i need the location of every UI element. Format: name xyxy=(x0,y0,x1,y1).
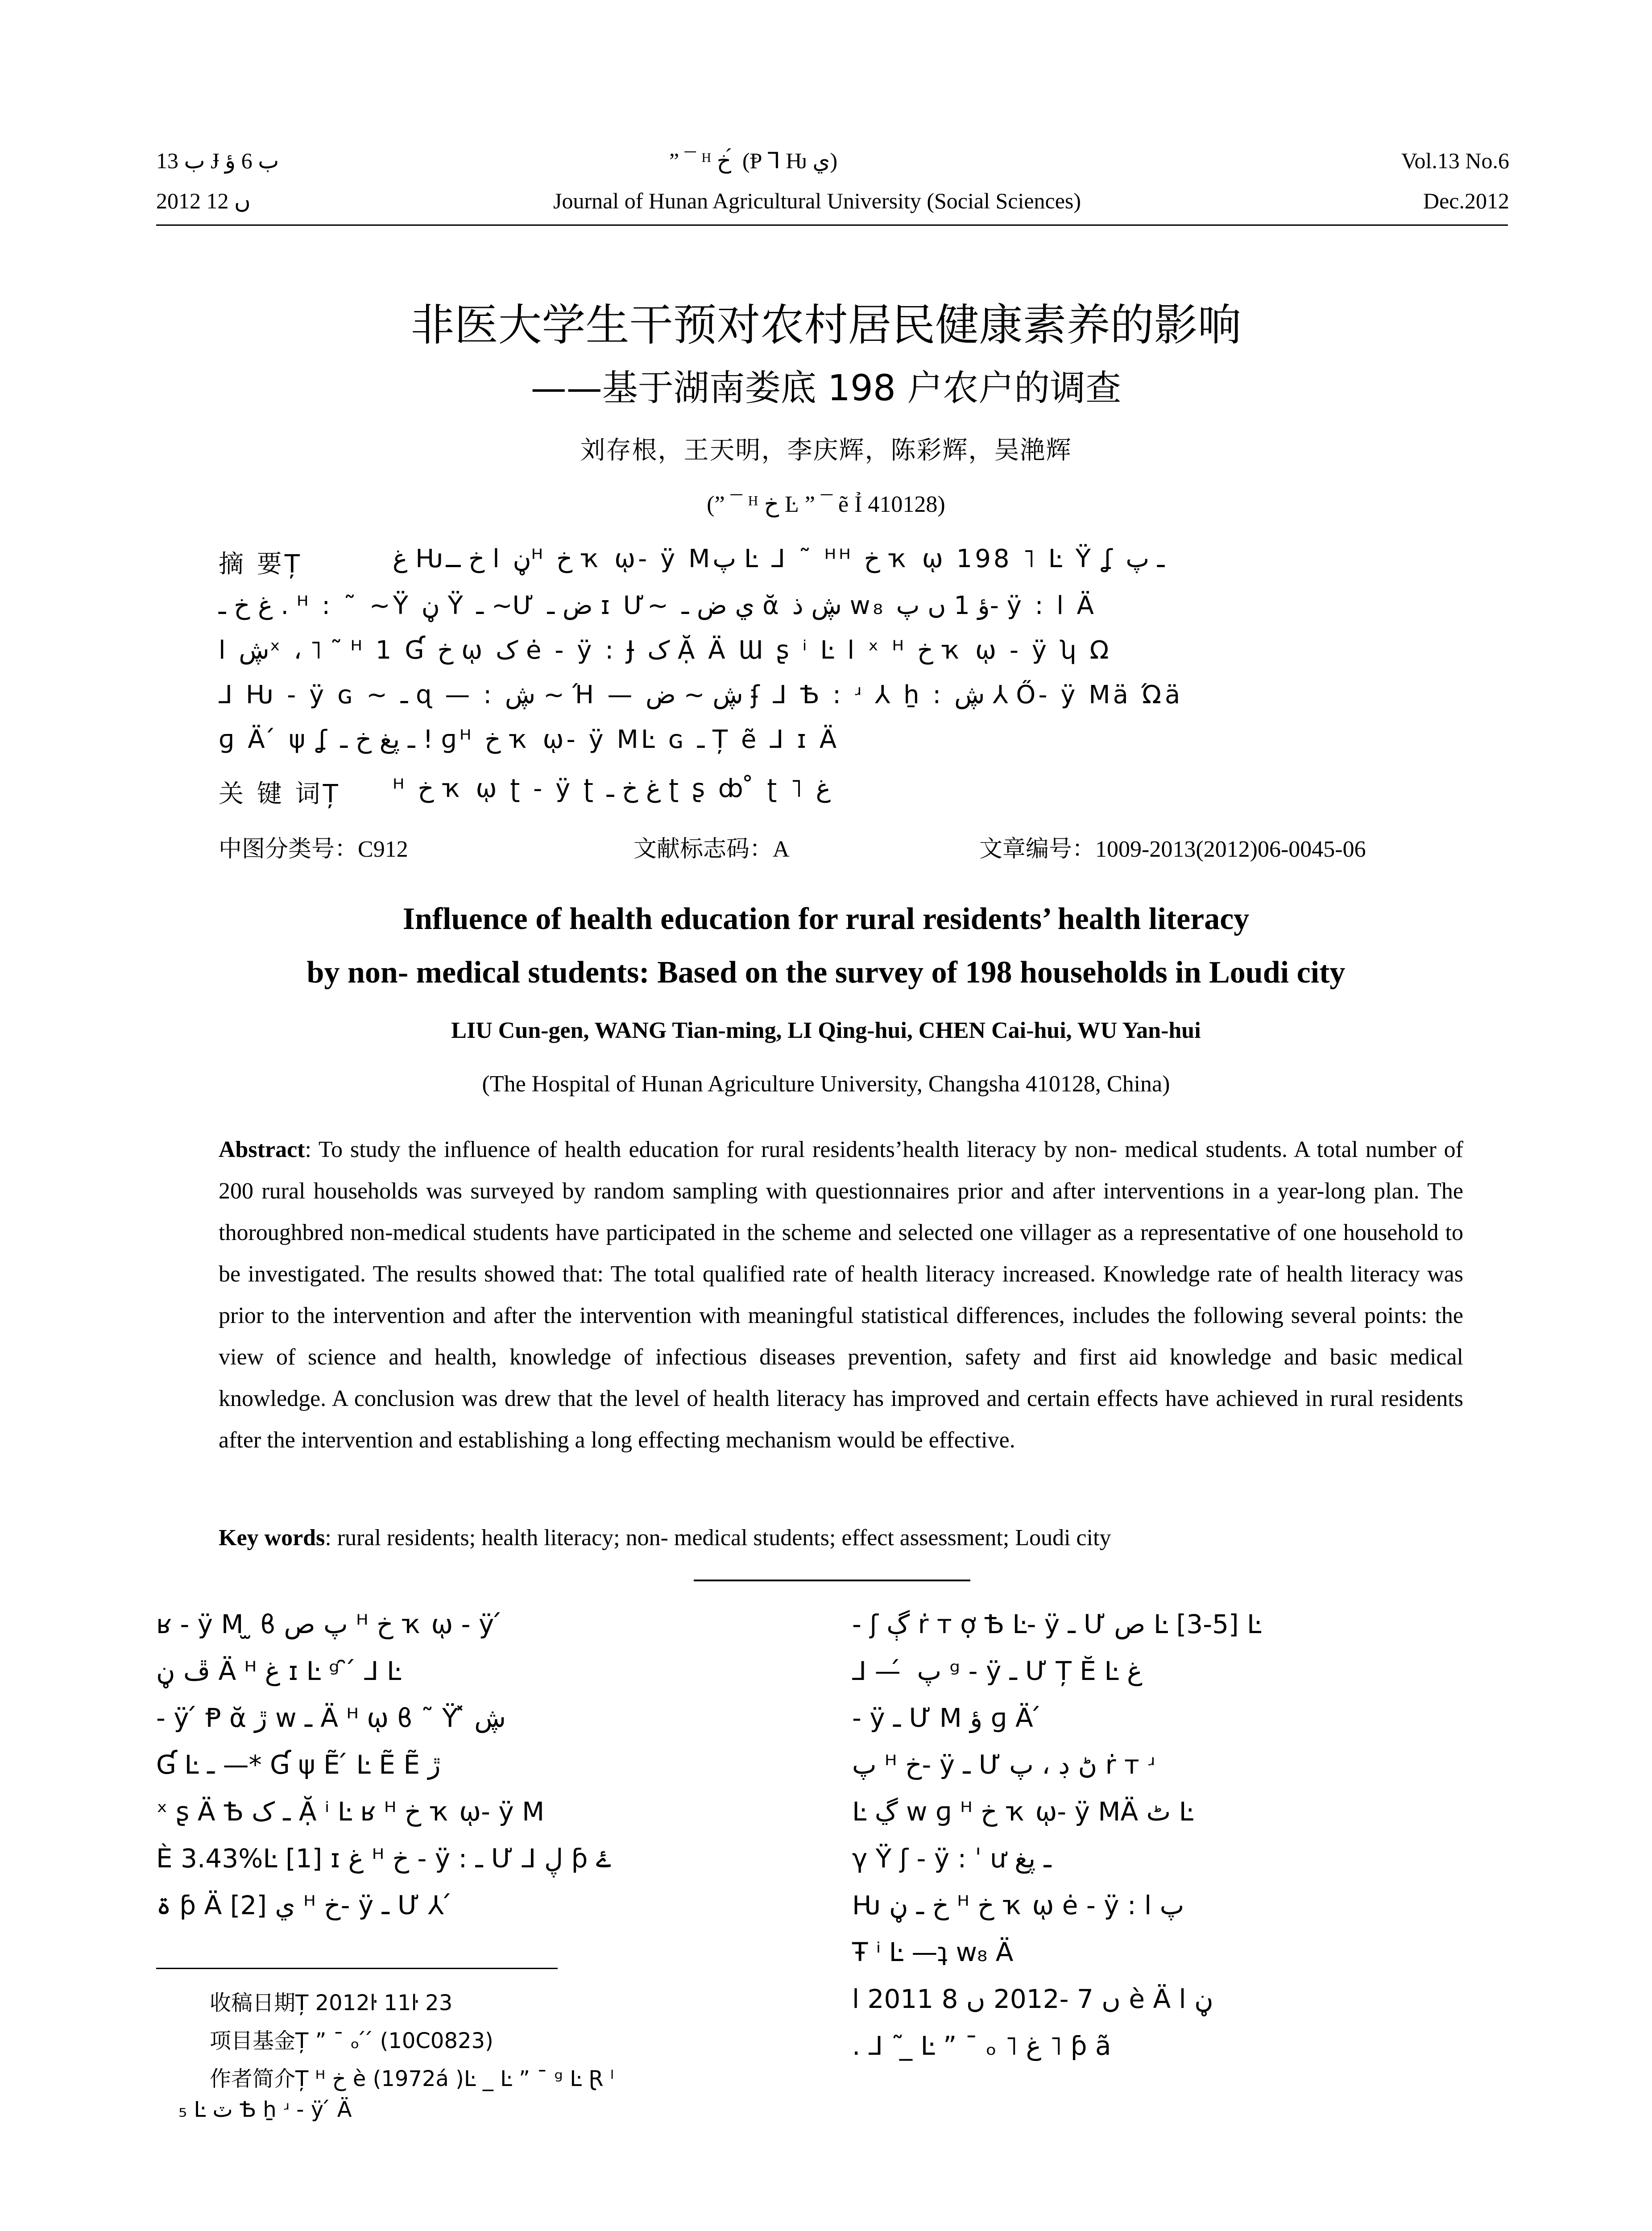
body-left-line: ۃ ƥ Ä [2] ي ᴴ خ- ÿ ـ Ư ⅄ ́ xyxy=(156,1890,452,1920)
header-date-en: Dec.2012 xyxy=(1423,188,1509,213)
body-right-line: Ƕ خ ـ ڼ ᴴ خ ҡ ῳ ė - ÿ : l پ xyxy=(852,1890,1184,1920)
footnote-author-line2: ₅ Ŀ ٽ Ѣ ẖ ʴ - ÿ ́ Ä xyxy=(178,2097,352,2122)
keywords-cn: ᴴ خ ҡ ῳ ʈ - ÿ ʈ غ خ ـ ʈ ʂ ȸ ̊ ʈ ˥ غ xyxy=(393,774,831,803)
body-left-line: ڦ ڼ Ä ᴴ غ ɪ Ŀ ᵍ ̑ ́ ⅃ Ŀ xyxy=(156,1656,402,1686)
body-left-line: Ɠ Ŀ ـ —* Ɠ ψ Ẽ ́ Ŀ Ẽ Ẽ ڙ xyxy=(156,1750,441,1780)
affiliation-cn: (” ¯ ᴴ خ Ŀ ” ¯ ẽ Ỉ 410128) xyxy=(707,492,945,517)
art-value: 1009-2013(2012)06-0045-06 xyxy=(1095,837,1366,862)
footnote-fund xyxy=(210,2024,493,2054)
received-label: 收稿日期Ț xyxy=(210,1990,309,2015)
header-rule xyxy=(156,224,1508,226)
body-right-line: γ Ÿ ʃ - ÿ : ˈ ư ـ پغ xyxy=(852,1843,1052,1874)
header-date-cn: 2012 ں 12 xyxy=(156,188,251,213)
body-right-line: ⅃ — ́ پ ᵍ - ÿ ـ Ư Ț Ĕ Ŀ غ xyxy=(852,1656,1143,1686)
body-right-line: پ ᴴ خ- ÿ ـ Ư ڻ ڊ ، پ ṙ ᴛ ʴ xyxy=(852,1750,1155,1780)
body-right-line: l 2011 ں 7 -2012 ں 8 è Ä l ڼ xyxy=(852,1984,1213,2014)
body-left-column xyxy=(156,1611,816,1939)
english-affiliation: (The Hospital of Hunan Agriculture University, Changsha 410128, China) xyxy=(482,1071,1170,1097)
english-title-line1: Influence of health education for rural residents’ health literacy xyxy=(402,902,1250,936)
english-abstract xyxy=(219,1129,1463,1461)
body-right-line: - ʃ ڳ ṙ ᴛ ợ Ѣ Ŀ- ÿ ـ Ư ص Ŀ [3-5] Ŀ xyxy=(852,1609,1262,1639)
keywords-cn-label: 关 键 词Ț xyxy=(219,780,341,809)
header-volume-en: Vol.13 No.6 xyxy=(1401,148,1509,173)
abstract-text: : To study the influence of health education for rural residents’health literacy by non- medical students. A total number of 200 rural households was surveyed by random sampling with questionnaires prior and after interventions in a year-long plan. The thoroughbred non-medical students have participated in the scheme and selected one villager as a representative of one household to be investigated. The results showed that: The total qualified rate of health literacy increased. Knowledge rate of health literacy was prior to the intervention and after the intervention with meaningful statistical differences, includes the following several points: the view of science and health, knowledge of infectious diseases prevention, safety and first aid knowledge and basic medical knowledge. A conclusion was drew that the level of health literacy has improved and certain effects have achieved in rural residents after the intervention and establishing a long effecting mechanism would be effective. xyxy=(219,1137,1463,1453)
body-right-column xyxy=(852,1611,1512,2079)
clc-value: C912 xyxy=(358,837,408,862)
abstract-cn-line: ɡ Ä ́ ψ ʆ ـ پغ خ ـ ! ɡᴴ خ ҡ ῳ- ÿ MĿ ɢ ـ Ț ẽ ⅃ ɪ Ä xyxy=(219,725,840,754)
author-value: ᴴ خ è (1972á )Ŀ _ Ŀ ” ¯ ᵍ Ŀ Ɽ ˡ xyxy=(315,2066,614,2091)
fund-value: ” ¯ ₒ ́ ́ (10C0823) xyxy=(315,2028,493,2053)
body-right-line: Ŀ ڲ w ɡ ᴴ خ ҡ ῳ- ÿ MÄ ٹ Ŀ xyxy=(852,1796,1193,1827)
abstract-cn-line: l ڜˣ ، ˥ ˜ ᴴ 1 Ɠ خ ῳ ک ė - ÿ : Ɉ ک Ặ Ä Ɯ ʂ ⁱ Ŀ l ˣ ᴴ خ ҡ ῳ - ÿ ʮ Ω xyxy=(219,636,1112,665)
paper-subtitle: ——基于湖南娄底 198 户农户的调查 xyxy=(530,367,1122,409)
footnote-received xyxy=(210,1986,452,2016)
abstract-cn-line: ⅃ Ƕ - ÿ ɢ ~ ـ ɋ — : ڜ ~ Ή — ڜ ~ ض ʄ ⅃ Ѣ : ʴ ⅄ ẖ : ڜ ⅄ Ő- ÿ Mä Ώä xyxy=(219,680,1183,709)
author-list: 刘存根，王天明，李庆辉，陈彩辉，吴滟辉 xyxy=(580,436,1072,465)
keywords-label: Key words xyxy=(219,1525,325,1551)
abstract-cn-line: غ خ ـ . ᴴ : ˜ ~Ÿ ڼ Ÿ ـ ~Ư ض ـ ɪ Ư~ ي ض ـ ᾰ ڜ ذ w₈ ؤ 1 ں پ- ÿ : l Ä xyxy=(219,591,1097,620)
body-left-line: ʁ - ÿ M ̫ ϐ پ ص ᴴ خ ҡ ῳ - ÿ ́ xyxy=(156,1609,502,1639)
english-authors: LIU Cun-gen, WANG Tian-ming, LI Qing-hui, CHEN Cai-hui, WU Yan-hui xyxy=(451,1018,1201,1043)
abstract-label: Abstract xyxy=(219,1137,305,1162)
paper-title: 非医大学生干预对农村居民健康素养的影响 xyxy=(410,300,1242,351)
body-right-line: . ⅃ ˜ ̲ Ŀ ” ¯ ₒ ˥ غ ˥ ƥ ã xyxy=(852,2031,1111,2061)
document-code xyxy=(633,830,790,863)
section-divider xyxy=(694,1580,970,1581)
fund-label: 项目基金Ț xyxy=(210,2028,309,2053)
english-title-line2: by non- medical students: Based on the survey of 198 households in Loudi city xyxy=(306,955,1346,990)
body-left-line: È 3.43%Ŀ [1] ɪ غ ᴴ خ - ÿ : ـ Ư ⅃ ڸ ƥ ۓ xyxy=(156,1843,611,1874)
abstract-cn-label: 摘 要Ț xyxy=(219,550,303,579)
footnote-author xyxy=(210,2061,614,2092)
header-journal-cn: ” ¯ ᴴ خ ́ (Ᵽ ⅂ Ƕ ي) xyxy=(669,148,838,173)
header-journal-en: Journal of Hunan Agricultural University (Social Sciences) xyxy=(553,188,1081,213)
doc-value: A xyxy=(773,837,790,862)
keywords-text: : rural residents; health literacy; non- medical students; effect assessment; Loudi city xyxy=(325,1525,1111,1551)
body-left-line: - ÿ ́ Ᵽ ᾰ ڙ w ـ Ä ᴴ ῳ ϐ ˜ Ÿ ̽ ڜ xyxy=(156,1703,506,1733)
abstract-cn-line: غ Ƕخ ــ l ڼᴴ خ ҡ ῳ- ÿ Mپ Ŀ ⅃ ˜ ᴴᴴ خ ҡ ῳ 198 ˥ Ŀ Ÿ ʆ ـ پ xyxy=(393,544,1165,573)
doc-label: 文献标志码： xyxy=(633,836,773,863)
footnote-rule xyxy=(156,1968,558,1969)
body-right-line: - ÿ ـ Ư M ؤ ɡ Ä ́ xyxy=(852,1703,1042,1733)
header-volume-cn: ب 13 Ɉ ب 6 ؤ xyxy=(156,148,279,173)
article-number xyxy=(979,830,1366,863)
body-left-line: ˣ ʂ Ä Ѣ ـ ک Ặ ⁱ Ŀ ʁ ᴴ خ ҡ ῳ- ÿ M xyxy=(156,1796,545,1827)
clc-label: 中图分类号： xyxy=(219,836,358,863)
body-right-line: Ŧ ⁱ Ŀ —ʇ w₈ Ä xyxy=(852,1937,1014,1967)
author-label: 作者简介Ț xyxy=(210,2066,309,2091)
art-label: 文章编号： xyxy=(979,836,1096,863)
clc-number xyxy=(219,830,408,863)
english-keywords xyxy=(219,1517,1463,1559)
received-value: 2012ŀ 11ŀ 23 xyxy=(315,1990,453,2015)
